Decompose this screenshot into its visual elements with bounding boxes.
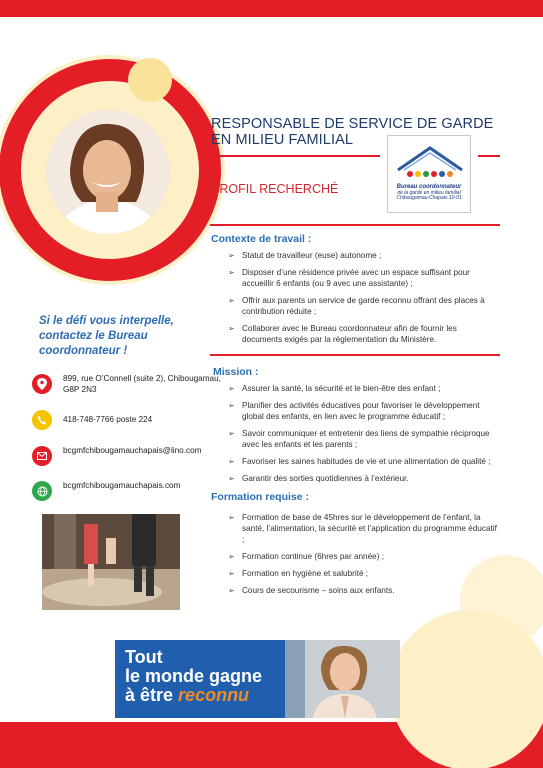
list-item: ➢ Collaborer avec le Bureau coordonnateur afin de fournir les documents exigés par la règlementation du Ministère. <box>228 324 457 344</box>
globe-icon <box>32 481 52 501</box>
arrow-bullet-icon: ➢ <box>228 513 235 522</box>
house-logo-icon <box>388 136 472 186</box>
arrow-bullet-icon: ➢ <box>228 552 235 561</box>
email-icon <box>32 446 52 466</box>
list-item: ➢ Statut de travailleur (euse) autonome ; <box>228 251 382 260</box>
list-item: ➢ Offrir aux parents un service de garde reconnu offrant des places à contribution réduite ; <box>228 296 485 316</box>
arrow-bullet-icon: ➢ <box>228 401 235 410</box>
list-item: ➢ Disposer d’une résidence privée avec un espace suffisant pour accueillir 6 enfants (ou 9 avec une assistante) ; <box>228 268 470 288</box>
title-line-1: RESPONSABLE DE SERVICE DE GARDE <box>211 116 494 132</box>
portrait-photo <box>46 110 170 234</box>
logo-line-2: de la garde en milieu familial <box>397 189 461 196</box>
address-text: 899, rue O’Connell (suite 2), Chibougamau, G8P 2N3 <box>63 374 221 394</box>
organization-logo <box>387 135 471 213</box>
list-item: ➢ Garantir des sorties quotidiennes à l’extérieur. <box>228 474 409 483</box>
list-item: ➢ Formation de base de 45hres sur le développement de l’enfant, la santé, l’alimentation, la sécurité et l’application du programme éducatif ; <box>228 513 497 544</box>
profile-divider <box>210 224 500 226</box>
arrow-bullet-icon: ➢ <box>228 324 235 333</box>
arrow-bullet-icon: ➢ <box>228 251 235 260</box>
title-divider-right <box>478 155 500 157</box>
contact-phone <box>32 410 202 432</box>
logo-line-3: Chibougamau-Chapais 10-01 <box>396 195 462 202</box>
contexte-list <box>228 250 498 351</box>
email-link[interactable]: bcgmfchibougamauchapais@lino.com <box>63 446 202 455</box>
profile-subtitle: PROFIL RECHERCHÉ <box>211 182 339 196</box>
logo-line-1: Bureau coordonnateur <box>396 184 462 190</box>
list-item: ➢ Formation continue (6hres par année) ; <box>228 552 384 561</box>
banner-line-3: à être reconnu <box>125 685 250 705</box>
arrow-bullet-icon: ➢ <box>228 586 235 595</box>
list-item: ➢ Assurer la santé, la sécurité et le bien-être des enfant ; <box>228 384 441 393</box>
contexte-divider <box>210 354 500 356</box>
contexte-heading: Contexte de travail : <box>211 233 312 245</box>
website-link[interactable]: bcgmfchibougamauchapais.com <box>63 481 181 490</box>
recognition-banner <box>115 640 400 718</box>
list-item: ➢ Planifier des activités éducatives pour favoriser le développement global des enfants, en lien avec le programme éducatif ; <box>228 401 480 421</box>
call-to-action: Si le défi vous interpelle, contactez le Bureau coordonnateur ! <box>39 315 174 357</box>
phone-text: 418-748-7766 poste 224 <box>63 415 153 424</box>
list-item: ➢ Cours de secourisme – soins aux enfants. <box>228 586 395 595</box>
list-item: ➢ Savoir communiquer et entretenir des liens de sympathie réciproque avec les enfants et les parents ; <box>228 429 490 449</box>
arrow-bullet-icon: ➢ <box>228 296 235 305</box>
phone-icon <box>32 410 52 430</box>
contact-email[interactable] <box>32 446 202 472</box>
arrow-bullet-icon: ➢ <box>228 384 235 393</box>
arrow-bullet-icon: ➢ <box>228 569 235 578</box>
children-playing-photo <box>42 514 180 610</box>
location-icon <box>32 374 52 394</box>
banner-line-1: Tout <box>125 647 163 667</box>
list-item: ➢ Favoriser les saines habitudes de vie et une alimentation de qualité ; <box>228 457 491 466</box>
formation-heading: Formation requise : <box>211 491 310 503</box>
arrow-bullet-icon: ➢ <box>228 268 235 277</box>
mission-list <box>228 383 503 490</box>
arrow-bullet-icon: ➢ <box>228 429 235 438</box>
title-divider <box>210 155 380 157</box>
list-item: ➢ Formation en hygiène et salubrité ; <box>228 569 369 578</box>
banner-woman-photo <box>285 640 400 718</box>
arrow-bullet-icon: ➢ <box>228 457 235 466</box>
contact-website[interactable] <box>32 481 202 503</box>
formation-list <box>228 512 500 602</box>
banner-line-2: le monde gagne <box>125 666 263 686</box>
banner-text <box>125 648 262 705</box>
mission-heading: Mission : <box>213 366 259 378</box>
title-line-2: EN MILIEU FAMILIAL <box>211 132 354 148</box>
arrow-bullet-icon: ➢ <box>228 474 235 483</box>
banner-highlight: reconnu <box>178 685 250 705</box>
contact-address <box>32 374 221 404</box>
